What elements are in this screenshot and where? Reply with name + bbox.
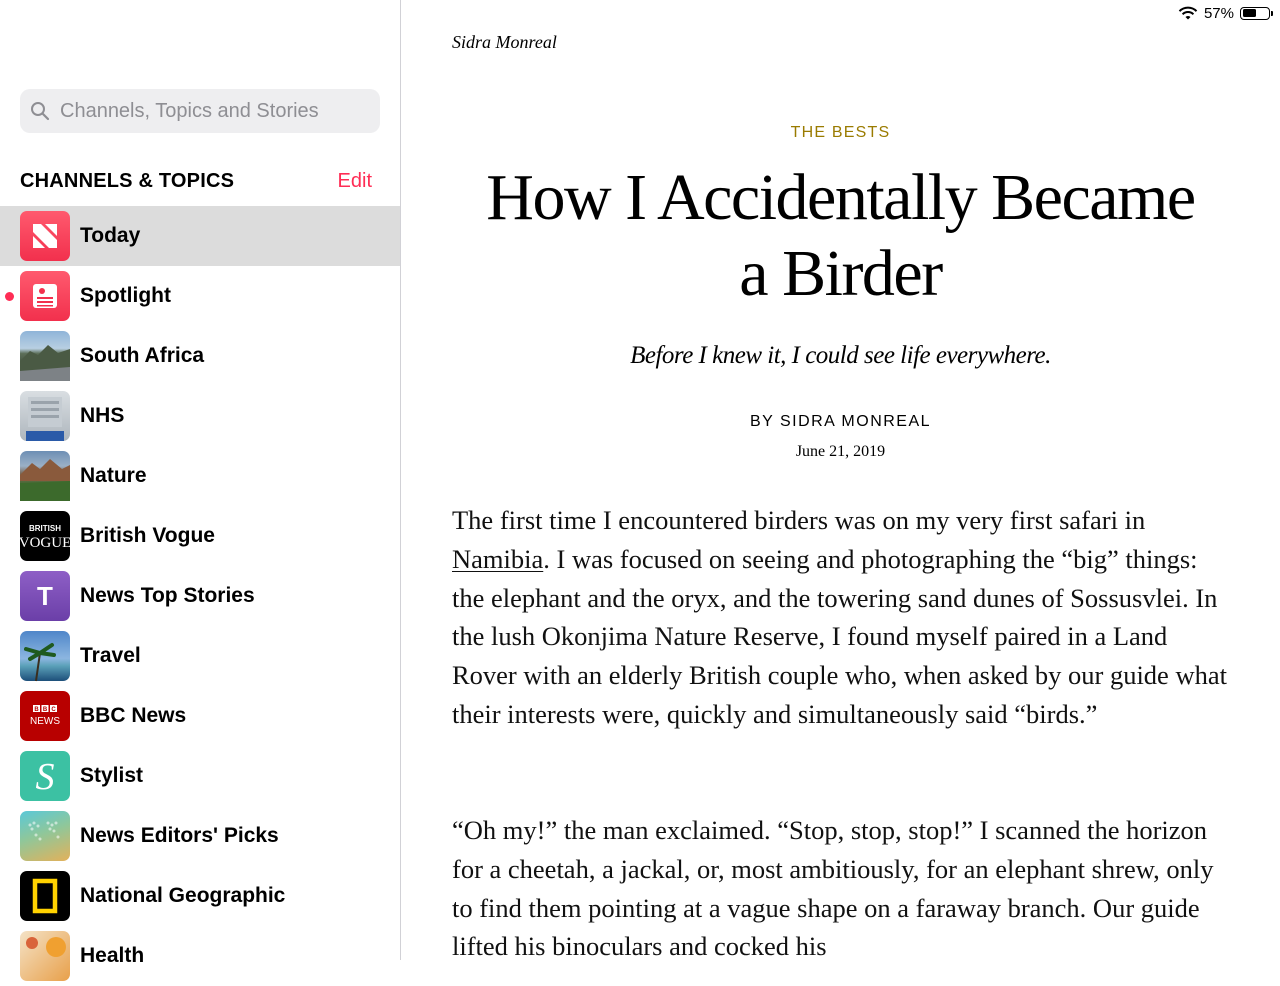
channel-label: BBC News (80, 704, 187, 727)
article-kicker: THE BESTS (790, 124, 891, 141)
channel-label: News Editors' Picks (80, 824, 279, 847)
sidebar (0, 0, 401, 967)
channel-item-news-top-stories[interactable] (0, 566, 400, 626)
svg-text:B: B (42, 707, 48, 713)
channel-label: Stylist (80, 764, 144, 787)
headline-line-2: a Birder (739, 237, 942, 310)
search-input[interactable] (58, 99, 362, 124)
svg-text:B: B (34, 707, 39, 713)
channel-label: NHS (80, 404, 125, 427)
headline-line-1: How I Accidentally Became (486, 161, 1195, 234)
channel-item-travel[interactable] (0, 626, 400, 686)
channel-label: South Africa (80, 344, 205, 367)
channel-item-bbc-news[interactable] (0, 686, 400, 746)
svg-text:VOGUE: VOGUE (18, 535, 72, 551)
article-dek: Before I knew it, I could see life everywhere. (630, 342, 1051, 369)
channel-label: Spotlight (80, 284, 171, 307)
channel-list (0, 206, 400, 986)
paragraph-text: The first time I encountered birders was on my very first safari in (452, 505, 1146, 535)
british-vogue-logo (20, 511, 70, 561)
channel-item-today[interactable] (0, 206, 400, 266)
battery-percentage: 57% (1203, 4, 1234, 22)
paragraph-text: . I was focused on seeing and photographing the “big” things: the elephant and the oryx, and the towering sand dunes of Sossusvlei. In the lush Okonjima Nature Reserve, I found myself paired in a Land Rover with an elderly British couple who, when asked by our guide what their interests were, quickly and simultaneously said “birds.” (452, 543, 1227, 729)
article-byline: BY SIDRA MONREAL (749, 413, 932, 430)
channel-item-nhs[interactable] (0, 386, 400, 446)
news-icon (20, 211, 70, 261)
article-paragraph-1 (452, 501, 1232, 734)
stylist-logo (20, 751, 70, 801)
channel-label: Nature (80, 464, 147, 487)
travel-thumbnail (20, 631, 70, 681)
national-geographic-logo (20, 871, 70, 921)
channel-label: Health (80, 944, 145, 967)
channel-label: British Vogue (80, 524, 215, 547)
channel-item-national-geographic[interactable] (0, 866, 400, 926)
channel-item-health[interactable] (0, 926, 400, 986)
bbc-news-logo (20, 691, 70, 741)
channel-item-british-vogue[interactable] (0, 506, 400, 566)
nature-thumbnail (20, 451, 70, 501)
article-paragraph-2: “Oh my!” the man exclaimed. “Stop, stop, stop!” I scanned the horizon for a cheetah, a jackal, or, most ambitiously, for an elephant shrew, only to find them pointing at a vague shape on a faraway branch. Our guide lifted his binoculars and cocked his (452, 815, 1214, 962)
article-headline (441, 160, 1240, 312)
search-icon (30, 101, 50, 121)
channel-item-news-editors-picks[interactable] (0, 806, 400, 866)
south-africa-thumbnail (20, 331, 70, 381)
publication-name[interactable]: Sidra Monreal (452, 32, 557, 52)
svg-text:S: S (35, 756, 55, 798)
channel-label: Travel (80, 644, 141, 667)
edit-button[interactable]: Edit (337, 169, 372, 192)
channel-label: Today (80, 224, 141, 247)
article-view (401, 0, 1280, 960)
unread-dot (5, 292, 14, 301)
health-thumbnail (20, 931, 70, 981)
editors-picks-icon (20, 811, 70, 861)
top-stories-icon (20, 571, 70, 621)
article-date: June 21, 2019 (795, 443, 886, 460)
namibia-link[interactable]: Namibia (452, 543, 544, 574)
channels-header (20, 168, 380, 194)
spotlight-icon (20, 271, 70, 321)
svg-text:BRITISH: BRITISH (29, 524, 61, 533)
channel-item-spotlight[interactable] (0, 266, 400, 326)
svg-text:T: T (37, 581, 53, 611)
channel-item-nature[interactable] (0, 446, 400, 506)
svg-text:C: C (51, 707, 56, 713)
channel-item-stylist[interactable] (0, 746, 400, 806)
channel-label: National Geographic (80, 884, 286, 907)
svg-text:NEWS: NEWS (30, 716, 60, 727)
search-field[interactable] (20, 89, 380, 133)
channel-label: News Top Stories (80, 584, 255, 607)
nhs-thumbnail (20, 391, 70, 441)
channel-item-south-africa[interactable] (0, 326, 400, 386)
section-title: CHANNELS & TOPICS (20, 169, 235, 192)
